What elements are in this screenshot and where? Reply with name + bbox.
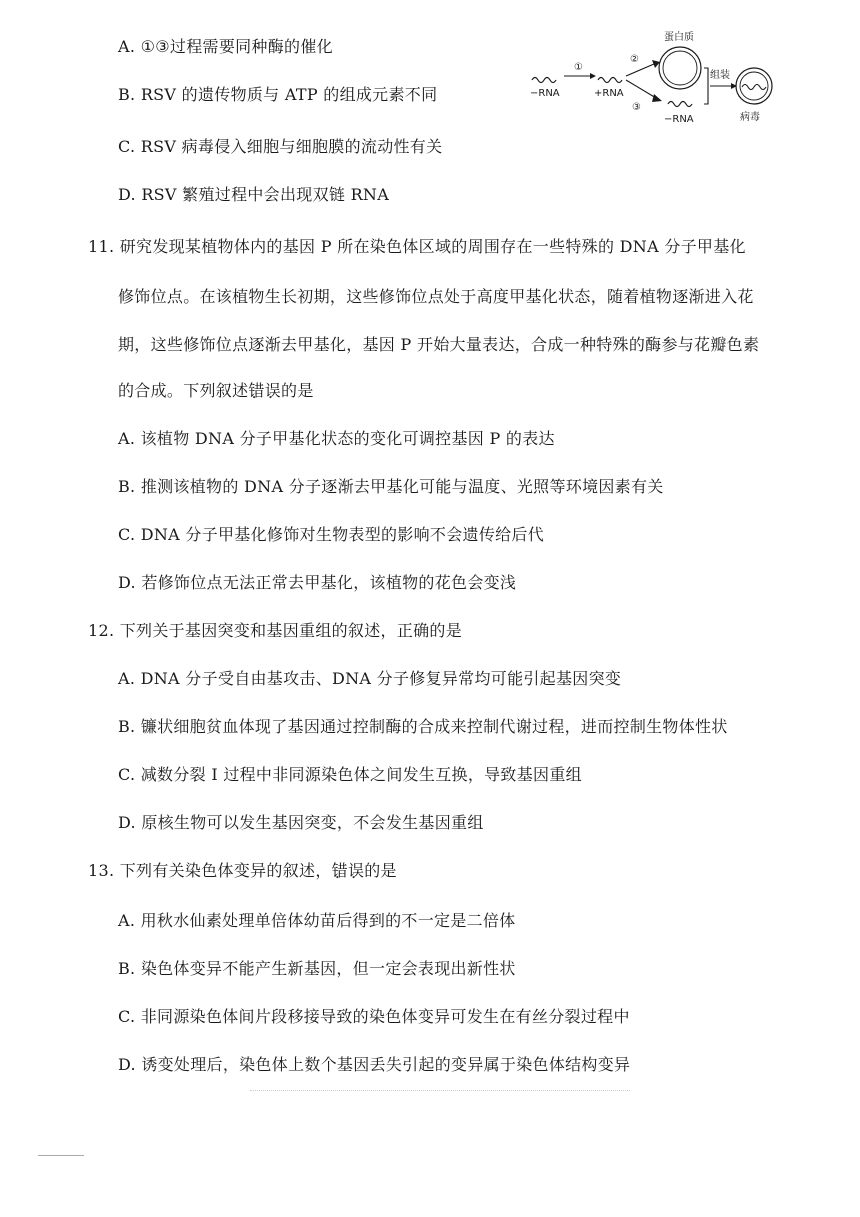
q12-option-d: D. 原核生物可以发生基因突变，不会发生基因重组 [118, 813, 484, 832]
q13-stem-emphasis: 错误 • • [332, 861, 365, 880]
q10-option-a: A. ①③过程需要同种酶的催化 [118, 37, 333, 56]
minus-rna-wave [532, 78, 556, 83]
q11-stem-line-4 [118, 380, 314, 402]
q11-stem-emphasis: 错误 • • [248, 381, 281, 400]
q11-option-d: D. 若修饰位点无法正常去甲基化，该植物的花色会变浅 [118, 573, 517, 592]
q12-stem: 12. 下列关于基因突变和基因重组的叙述，正确的是 [88, 621, 463, 640]
q12-option-b: B. 镰状细胞贫血体现了基因通过控制酶的合成来控制代谢过程，进而控制生物体性状 [118, 717, 728, 736]
q11-stem-line-2: 修饰位点。在该植物生长初期，这些修饰位点处于高度甲基化状态，随着植物逐渐进入花 [118, 287, 754, 306]
q11-stem-suffix: 的是 [281, 381, 314, 400]
minus-rna-label: −RNA [530, 88, 560, 99]
q13-option-c: C. 非同源染色体间片段移接导致的染色体变异可发生在有丝分裂过程中 [118, 1007, 630, 1026]
q13-option-b: B. 染色体变异不能产生新基因，但一定会表现出新性状 [118, 959, 516, 978]
plus-rna-label: +RNA [594, 88, 624, 99]
q10-option-d: D. RSV 繁殖过程中会出现双链 RNA [118, 185, 390, 204]
q13-option-a: A. 用秋水仙素处理单倍体幼苗后得到的不一定是二倍体 [118, 911, 516, 930]
q13-stem [88, 860, 397, 882]
q11-stem-prefix: 的合成。下列叙述 [118, 381, 249, 400]
virus-rna [742, 85, 766, 90]
bottom-rule [38, 1155, 84, 1156]
protein-label: 蛋白质 [664, 32, 694, 43]
virus-label: 病毒 [740, 112, 760, 123]
q11-option-c: C. DNA 分子甲基化修饰对生物表型的影响不会遗传给后代 [118, 525, 545, 544]
q11-stem-line-3: 期，这些修饰位点逐渐去甲基化，基因 P 开始大量表达，合成一种特殊的酶参与花瓣色素 [118, 335, 760, 354]
rsv-replication-diagram [528, 28, 778, 138]
assemble-label: 组装 [710, 70, 730, 81]
q11-stem-line-1: 11. 研究发现某植物体内的基因 P 所在染色体区域的周围存在一些特殊的 DNA 分子甲基化 [88, 237, 746, 256]
plus-rna-wave [598, 78, 622, 83]
q10-option-b: B. RSV 的遗传物质与 ATP 的组成元素不同 [118, 85, 438, 104]
q11-option-a: A. 该植物 DNA 分子甲基化状态的变化可调控基因 P 的表达 [118, 429, 555, 448]
footer-faint-line [250, 1090, 630, 1095]
q13-option-d: D. 诱变处理后，染色体上数个基因丢失引起的变异属于染色体结构变异 [118, 1055, 631, 1074]
protein-shell-inner [663, 51, 697, 85]
step-2-label: ② [630, 54, 639, 65]
q11-option-b: B. 推测该植物的 DNA 分子逐渐去甲基化可能与温度、光照等环境因素有关 [118, 477, 664, 496]
q13-stem-prefix: 13. 下列有关染色体变异的叙述， [88, 861, 332, 880]
step-3-label: ③ [632, 102, 641, 113]
q10-option-c: C. RSV 病毒侵入细胞与细胞膜的流动性有关 [118, 137, 443, 156]
q13-stem-suffix: 的是 [364, 861, 397, 880]
minus-rna-label-2: −RNA [664, 114, 694, 125]
q12-option-c: C. 减数分裂 Ⅰ 过程中非同源染色体之间发生互换，导致基因重组 [118, 765, 582, 784]
step-1-label: ① [574, 62, 583, 73]
minus-rna-wave-2 [668, 102, 692, 107]
q12-option-a: A. DNA 分子受自由基攻击、DNA 分子修复异常均可能引起基因突变 [118, 669, 622, 688]
protein-shell-outer [659, 47, 701, 89]
